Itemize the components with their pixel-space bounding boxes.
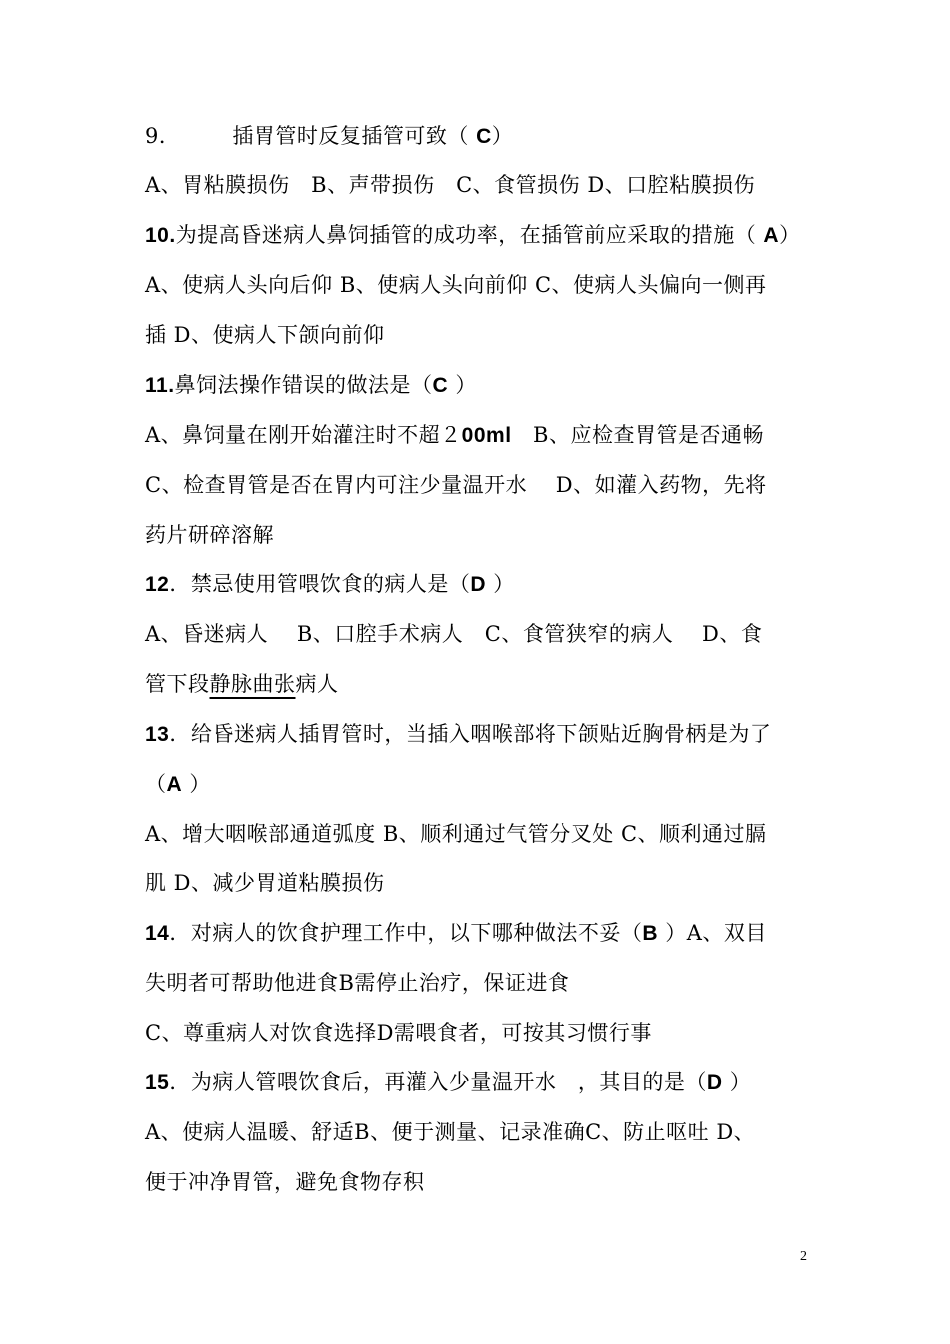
option-a-amount: 00ml (461, 424, 512, 447)
question-9-options: A、胃粘膜损伤 B、声带损伤 C、食管损伤 D、口腔粘膜损伤 (145, 173, 756, 197)
question-text: 鼻饲法操作错误的做法是（ (174, 373, 433, 397)
answer-letter: B (642, 922, 659, 945)
option-b-text: B、应检查胃管是否通畅 (511, 423, 764, 447)
question-13-stem (145, 719, 815, 750)
answer-letter: A (763, 224, 780, 247)
question-11-options-line-2: C、检查胃管是否在胃内可注少量温开水 D、如灌入药物，先将 (145, 473, 767, 497)
answer-letter: C (476, 125, 492, 148)
option-text: 病人 (295, 672, 339, 696)
question-10-options-line-2: 插 D、使病人下颌向前仰 (145, 323, 385, 347)
question-15-options-line-1: A、使病人温暖、舒适B、便于测量、记录准确C、防止呕吐 D、 (145, 1120, 756, 1144)
question-number: 12 (145, 573, 170, 596)
question-number: 14 (145, 922, 170, 945)
question-text: ．为病人管喂饮食后，再灌入少量温开水 ，其目的是（ (169, 1070, 707, 1094)
option-text: 管下段 (145, 672, 210, 696)
question-9-stem (145, 121, 815, 152)
close-paren: ） (182, 772, 211, 796)
close-paren: ） (491, 124, 514, 148)
question-number: 10. (145, 224, 176, 247)
underlined-term: 静脉曲张 (209, 672, 296, 696)
question-15-options-line-2: 便于冲净胃管，避免食物存积 (145, 1170, 425, 1194)
question-12-stem (145, 569, 815, 600)
question-number: 9． (145, 124, 181, 148)
question-10-options-line-1: A、使病人头向后仰 B、使病人头向前仰 C、使病人头偏向一侧再 (145, 273, 767, 297)
answer-letter: D (706, 1071, 723, 1094)
question-text: ．禁忌使用管喂饮食的病人是（ (169, 572, 471, 596)
question-11-stem (145, 370, 815, 401)
question-text: 插胃管时反复插管可致（ (232, 124, 477, 148)
question-11-options-line-1 (145, 420, 815, 451)
question-13-options-line-2: 肌 D、减少胃道粘膜损伤 (145, 871, 385, 895)
answer-letter: C (432, 374, 449, 397)
close-paren: ） (779, 223, 801, 247)
page-number: 2 (800, 1249, 807, 1264)
question-11-options-line-3: 药片研碎溶解 (145, 523, 274, 547)
question-10-stem (145, 220, 815, 251)
question-12-options-line-2 (145, 669, 815, 699)
answer-letter: A (166, 773, 183, 796)
close-paren-and-option-a: ）A、双目 (658, 921, 767, 945)
close-paren: ） (448, 373, 477, 397)
question-text: ．对病人的饮食护理工作中，以下哪种做法不妥（ (169, 921, 643, 945)
answer-letter: D (470, 573, 487, 596)
option-a-text: A、鼻饲量在刚开始灌注时不超２ (145, 423, 462, 447)
question-12-options-line-1: A、昏迷病人 B、口腔手术病人 C、食管狭窄的病人 D、食 (145, 622, 763, 646)
open-paren: （ (145, 772, 167, 796)
question-13-answer-line (145, 769, 815, 800)
question-text: ．给昏迷病人插胃管时，当插入咽喉部将下颌贴近胸骨柄是为了 (169, 722, 772, 746)
question-number: 11. (145, 374, 175, 397)
close-paren: ） (722, 1070, 752, 1094)
question-number: 13 (145, 723, 170, 746)
question-15-stem (145, 1067, 815, 1098)
question-14-options-line-3: C、尊重病人对饮食选择D需喂食者，可按其习惯行事 (145, 1021, 652, 1045)
question-14-stem (145, 918, 815, 949)
question-text: 为提高昏迷病人鼻饲插管的成功率，在插管前应采取的措施（ (175, 223, 764, 247)
question-13-options-line-1: A、增大咽喉部通道弧度 B、顺利通过气管分叉处 C、顺利通过膈 (145, 822, 767, 846)
question-number: 15 (145, 1071, 170, 1094)
close-paren: ） (486, 572, 515, 596)
question-14-options-line-2: 失明者可帮助他进食B需停止治疗，保证进食 (145, 971, 570, 995)
